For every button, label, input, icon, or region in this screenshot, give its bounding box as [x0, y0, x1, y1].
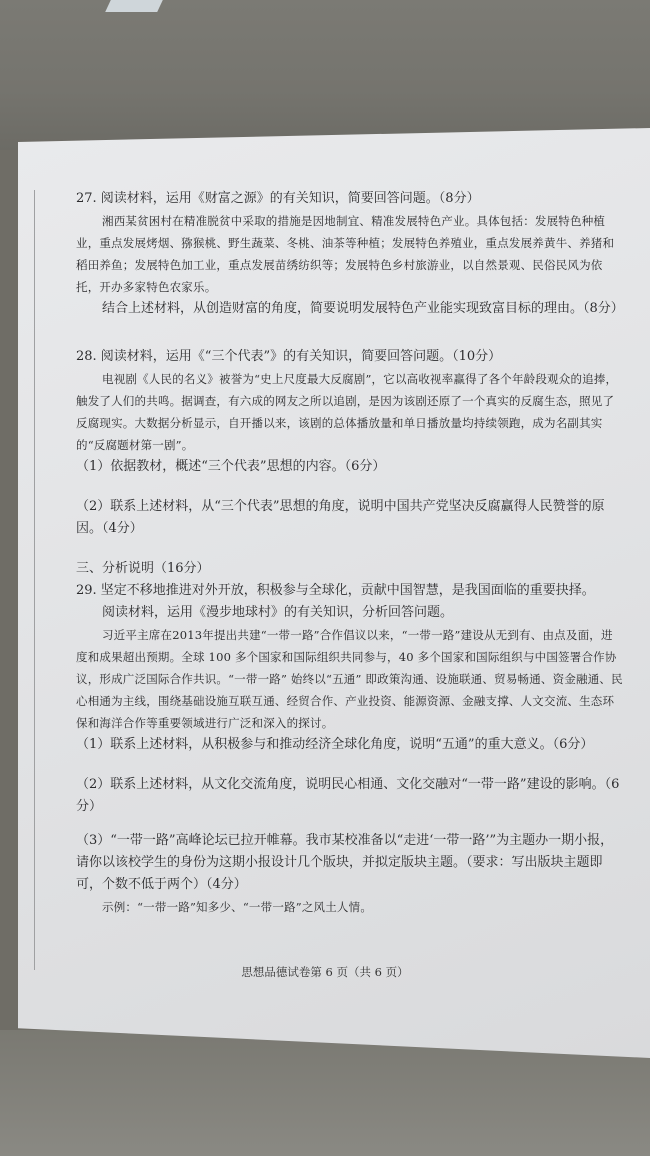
- q27-title: 27. 阅读材料，运用《财富之源》的有关知识，简要回答问题。（8分）: [76, 191, 480, 206]
- desk-background-top: [0, 0, 650, 150]
- corner-object: [105, 0, 163, 12]
- page-footer: 思想品德试卷第 6 页（共 6 页）: [241, 965, 409, 979]
- q29-instruction: 阅读材料，运用《漫步地球村》的有关知识，分析回答问题。: [102, 605, 454, 620]
- q29-material: 习近平主席在2013年提出共建“一带一路”合作倡议以来，“一带一路”建设从无到有、由点及面，进度和成果超出预期。全球 100 多个国家和国际组织共同参与，40 多个国家和国际组织与中国签署合作协议，形成广泛国际合作共识。“一带一路” 始终以“五通” 即政策沟通、设施联通、贸易畅通、资金融通、民心相通为主线，围绕基础设施互联互通、经贸合作、产业投资、能源资源、金融支撑、人文交流、生态环保和海洋合作等重要领域进行广泛和深入的探讨。: [76, 628, 623, 730]
- q29-sub2: （2）联系上述材料，从文化交流角度，说明民心相通、文化交融对“一带一路”建设的影响。（6分）: [76, 777, 620, 814]
- q27-question: 结合上述材料，从创造财富的角度，简要说明发展特色产业能实现致富目标的理由。（8分）: [102, 301, 624, 316]
- q29-sub1: （1）联系上述材料，从积极参与和推动经济全球化角度，说明“五通”的重大意义。（6分）: [76, 737, 594, 752]
- paper-fold-line: [34, 190, 35, 970]
- q29-example: 示例：“一带一路”知多少、“一带一路”之风土人情。: [102, 900, 373, 914]
- q29-sub3: （3）“一带一路”高峰论坛已拉开帷幕。我市某校准备以“走进‘一带一路’”为主题办一期小报，请你以该校学生的身份为这期小报设计几个版块，并拟定版块主题。（要求：写出版块主题即可，个数不低于两个）（4分）: [76, 833, 614, 892]
- q29-title: 29. 坚定不移地推进对外开放，积极参与全球化，贡献中国智慧，是我国面临的重要抉择。: [76, 583, 595, 598]
- q28-sub2: （2）联系上述材料，从“三个代表”思想的角度，说明中国共产党坚决反腐赢得人民赞誉的原因。（4分）: [76, 499, 605, 536]
- q27-material: 湘西某贫困村在精准脱贫中采取的措施是因地制宜、精准发展特色产业。具体包括：发展特色种植业，重点发展烤烟、猕猴桃、野生蔬菜、冬桃、油茶等种植；发展特色养殖业，重点发展养黄牛、养猪和稻田养鱼；发展特色加工业，重点发展苗绣纺织等；发展特色乡村旅游业，以自然景观、民俗民风为依托，开办多家特色农家乐。: [76, 214, 615, 294]
- q28-sub1: （1）依据教材，概述“三个代表”思想的内容。（6分）: [76, 459, 386, 474]
- exam-content: [76, 188, 624, 918]
- q28-material: 电视剧《人民的名义》被誉为“史上尺度最大反腐剧”，它以高收视率赢得了各个年龄段观众的追捧，触发了人们的共鸣。据调查，有六成的网友之所以追剧，是因为该剧还原了一个真实的反腐生态，照见了反腐现实。大数据分析显示，自开播以来，该剧的总体播放量和单日播放量均持续领跑，成为名副其实的“反腐题材第一剧”。: [76, 372, 618, 452]
- section3-heading: 三、分析说明（16分）: [76, 561, 210, 576]
- q28-title: 28. 阅读材料，运用《“三个代表”》的有关知识，简要回答问题。（10分）: [76, 349, 502, 364]
